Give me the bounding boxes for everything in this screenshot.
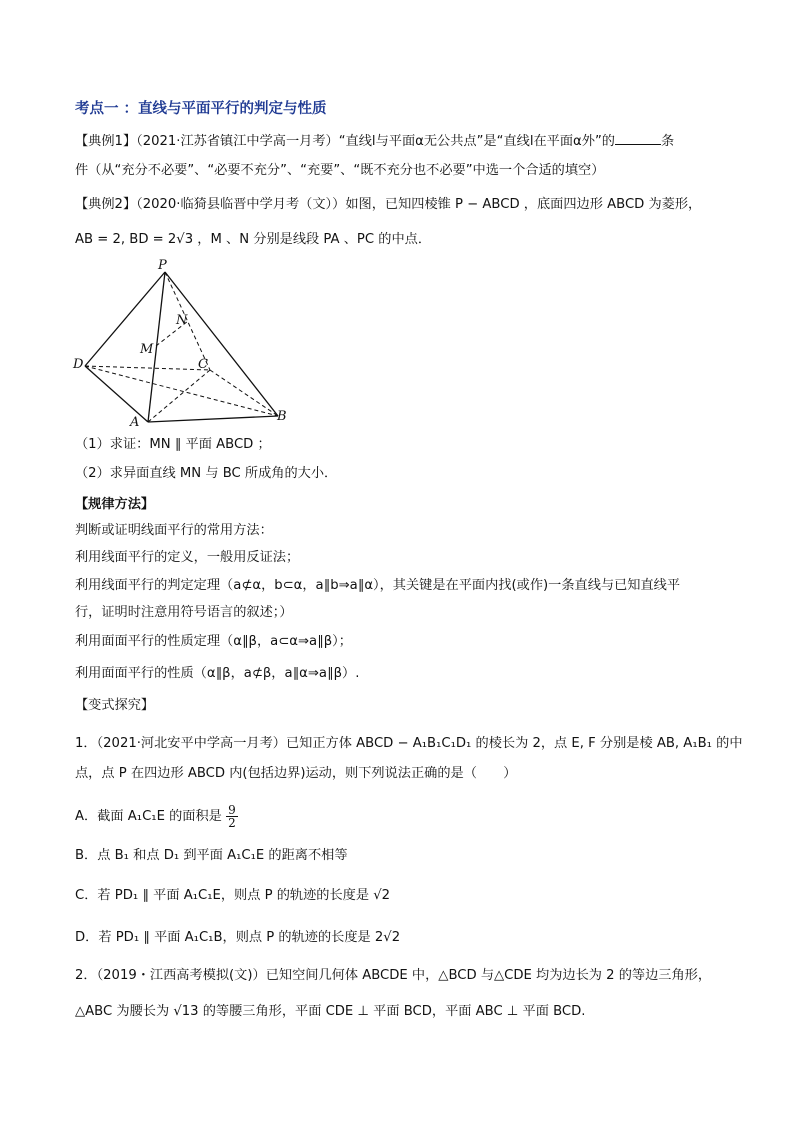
label-c: C [198, 357, 208, 372]
problem-2-line-2: △ABC 为腰长为 √13 的等腰三角形，平面 CDE ⊥ 平面 BCD，平面 ABC ⊥ 平面 BCD. [75, 1004, 586, 1019]
example-1-text: 【典例1】（2021·江苏省镇江中学高一月考）“直线l与平面α无公共点”是“直线l在平面α外”的 [75, 134, 615, 149]
example-2-line-2: AB = 2, BD = 2√3 ，M 、N 分别是线段 PA 、PC 的中点． [75, 232, 432, 247]
option-c: C．若 PD₁ ∥ 平面 A₁C₁E，则点 P 的轨迹的长度是 √2 [75, 888, 391, 903]
method-line-3: 利用线面平行的判定定理（a⊄α，b⊂α，a∥b⇒a∥α），其关键是在平面内找(或作)一条直线与已知直线平 [75, 578, 681, 593]
label-n: N [176, 313, 188, 328]
example-2-line-1: 【典例2】（2020·临猗县临晋中学月考（文））如图，已知四棱锥 P − ABCD ，底面四边形 ABCD 为菱形， [75, 197, 702, 212]
method-line-5: 利用面面平行的性质定理（α∥β，a⊂α⇒a∥β）； [75, 634, 352, 649]
problem-1-line-1: 1．（2021·河北安平中学高一月考）已知正方体 ABCD − A₁B₁C₁D₁ 的棱长为 2，点 E, F 分别是棱 AB, A₁B₁ 的中 [75, 736, 743, 751]
method-title: 【规律方法】 [75, 497, 155, 512]
label-d: D [73, 357, 84, 372]
example-1-line-1 [75, 132, 674, 151]
option-d: D．若 PD₁ ∥ 平面 A₁C₁B，则点 P 的轨迹的长度是 2√2 [75, 930, 401, 945]
answer-blank[interactable] [615, 132, 661, 145]
option-a-text: A．截面 A₁C₁E 的面积是 [75, 809, 222, 824]
edge-ab [148, 416, 278, 422]
method-line-1: 判断或证明线面平行的常用方法： [75, 523, 273, 538]
question-2: （2）求异面直线 MN 与 BC 所成角的大小． [75, 466, 338, 481]
label-a: A [130, 415, 140, 430]
option-b: B．点 B₁ 和点 D₁ 到平面 A₁C₁E 的距离不相等 [75, 848, 348, 863]
edge-dc [85, 366, 210, 370]
edge-cb [210, 370, 278, 416]
section-heading: 考点一 ：直线与平面平行的判定与性质 [75, 101, 327, 117]
pyramid-figure [70, 258, 300, 430]
example-1-text-end: 条 [660, 134, 675, 149]
method-line-6: 利用面面平行的性质（α∥β，a⊄β，a∥α⇒a∥β）. [75, 666, 360, 681]
fraction-nine-halves: $\frac{9}{2}$ [228, 802, 236, 830]
method-line-4: 行，证明时注意用符号语言的叙述；） [75, 605, 293, 620]
label-m: M [140, 342, 154, 357]
example-1-line-2: 件（从“充分不必要”、“必要不充分”、“充要”、“既不充分也不必要”中选一个合适的填空） [75, 163, 605, 178]
edge-da [85, 366, 148, 422]
question-1: （1）求证：MN ∥ 平面 ABCD ； [75, 437, 271, 452]
edge-pb [165, 272, 278, 416]
problem-1-line-2: 点，点 P 在四边形 ABCD 内(包括边界)运动，则下列说法正确的是（ ） [75, 766, 517, 781]
method-line-2: 利用线面平行的定义，一般用反证法； [75, 550, 300, 565]
label-p: P [158, 258, 167, 273]
option-a [75, 800, 238, 834]
label-b: B [277, 409, 287, 424]
problem-2-line-1: 2．（2019・江西高考模拟(文)）已知空间几何体 ABCDE 中，△BCD 与△CDE 均为边长为 2 的等边三角形， [75, 968, 712, 983]
variant-title: 【变式探究】 [75, 698, 155, 713]
